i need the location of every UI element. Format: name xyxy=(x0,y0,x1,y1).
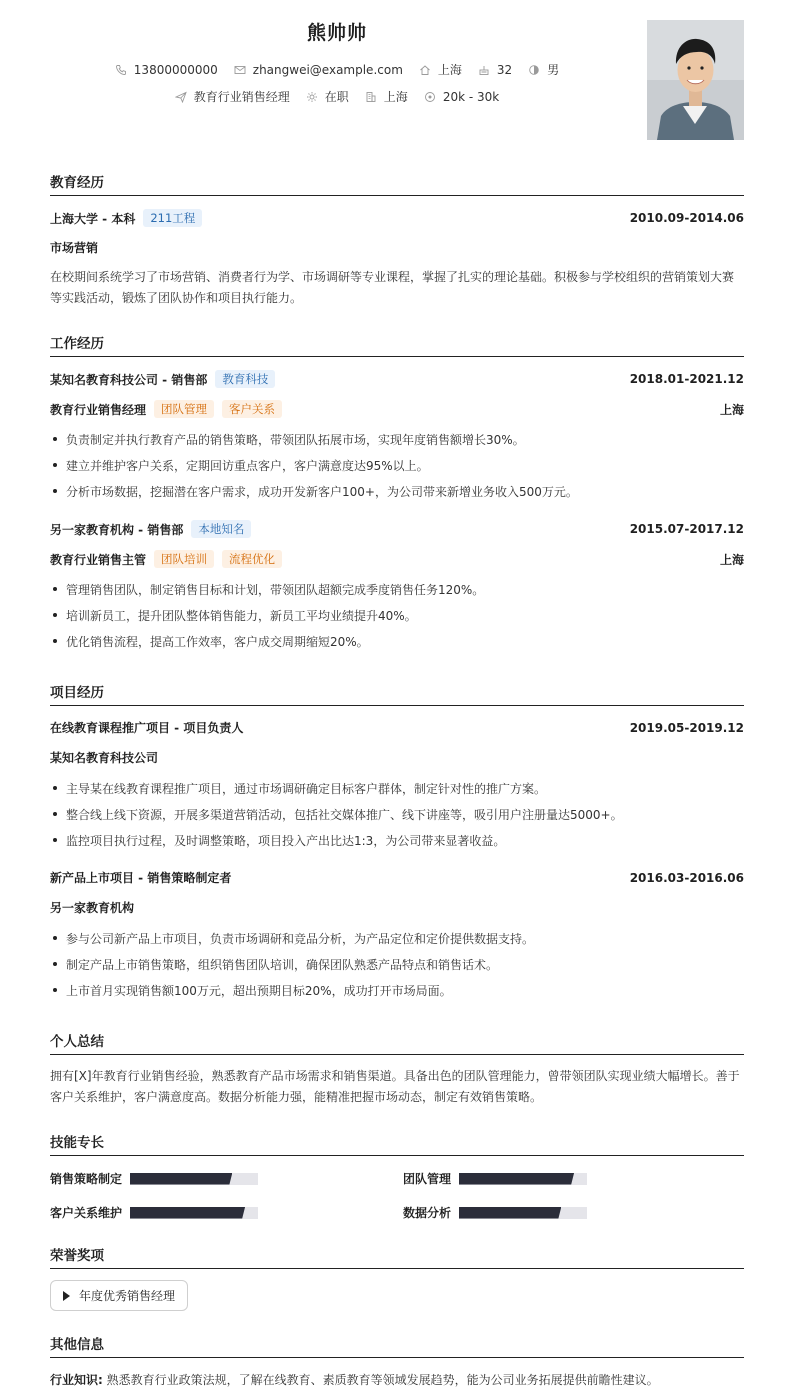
money-icon xyxy=(424,91,436,103)
gear-icon xyxy=(306,91,318,103)
job-period: 2015.07-2017.12 xyxy=(629,522,744,536)
job-role: 教育行业销售主管 xyxy=(50,552,147,567)
candidate-name: 熊帅帅 xyxy=(306,22,367,44)
list-item: 培训新员工，提升团队整体销售能力，新员工平均业绩提升40%。 xyxy=(50,607,744,624)
section-title-projects: 项目经历 xyxy=(50,681,744,706)
project-name: 在线教育课程推广项目 - 项目负责人 xyxy=(50,721,244,735)
skill-item xyxy=(403,1170,587,1187)
job-intent-row xyxy=(50,88,624,105)
cake-icon xyxy=(478,64,490,76)
send-icon xyxy=(175,91,187,103)
company-name: 另一家教育机构 - 销售部 xyxy=(50,522,184,537)
job-period: 2018.01-2021.12 xyxy=(629,372,744,386)
list-item: 上市首月实现销售额100万元，超出预期目标20%，成功打开市场局面。 xyxy=(50,982,744,999)
summary-text: 拥有[X]年教育行业销售经验，熟悉教育产品市场需求和销售渠道。具备出色的团队管理能力，曾带领团队实现业绩大幅增长。善于客户关系维护，客户满意度高。数据分析能力强，能精准把握市场动态，制定有效销售策略。 xyxy=(50,1069,740,1104)
project-org: 某知名教育科技公司 xyxy=(50,751,159,765)
job-location: 上海 xyxy=(719,402,744,417)
skill-name: 团队管理 xyxy=(403,1172,452,1186)
company-name: 某知名教育科技公司 - 销售部 xyxy=(50,372,208,387)
skill-bar-fill xyxy=(459,1207,561,1219)
school-name: 上海大学 - 本科 xyxy=(50,211,136,226)
status-info: 在职 xyxy=(306,88,349,105)
major: 市场营销 xyxy=(50,241,99,255)
job-company-row xyxy=(50,370,744,388)
skill-name: 数据分析 xyxy=(403,1206,452,1220)
list-item: 分析市场数据，挖掘潜在客户需求，成功开发新客户100+，为公司带来新增业务收入500万元。 xyxy=(50,483,744,500)
city-info: 上海 xyxy=(419,61,462,78)
job-role-row xyxy=(50,400,744,418)
project-row xyxy=(50,869,744,886)
job-company-row xyxy=(50,520,744,538)
other-text: 熟悉教育行业政策法规，了解在线教育、素质教育等领域发展趋势，能为公司业务拓展提供前瞻性建议。 xyxy=(106,1373,659,1387)
education-school-row xyxy=(50,209,744,227)
project-org: 另一家教育机构 xyxy=(50,901,135,915)
skill-name: 客户关系维护 xyxy=(50,1206,123,1220)
school-tag: 211工程 xyxy=(143,209,202,227)
award-toggle[interactable] xyxy=(50,1280,188,1311)
email-info: zhangwei@example.com xyxy=(234,63,403,77)
other-label: 行业知识: xyxy=(50,1373,103,1387)
project-org-row xyxy=(50,899,744,916)
section-title-skills: 技能专长 xyxy=(50,1131,744,1156)
project-name: 新产品上市项目 - 销售策略制定者 xyxy=(50,871,232,885)
skill-bar xyxy=(130,1207,258,1219)
company-tag: 教育科技 xyxy=(215,370,275,388)
list-item: 负责制定并执行教育产品的销售策略，带领团队拓展市场，实现年度销售额增长30%。 xyxy=(50,431,744,448)
project-org-row xyxy=(50,749,744,766)
list-item: 建立并维护客户关系，定期回访重点客户，客户满意度达95%以上。 xyxy=(50,457,744,474)
resume-page xyxy=(50,0,744,1399)
education-description: 在校期间系统学习了市场营销、消费者行为学、市场调研等专业课程，掌握了扎实的理论基础。积极参与学校组织的营销策划大赛等实践活动，锻炼了团队协作和项目执行能力。 xyxy=(50,270,735,305)
list-item: 管理销售团队，制定销售目标和计划，带领团队超额完成季度销售任务120%。 xyxy=(50,581,744,598)
skill-name: 销售策略制定 xyxy=(50,1172,123,1186)
education-period: 2010.09-2014.06 xyxy=(629,211,744,225)
phone-info: 13800000000 xyxy=(115,63,218,77)
age-info: 32 xyxy=(478,63,512,77)
section-title-awards: 荣誉奖项 xyxy=(50,1244,744,1269)
avatar xyxy=(647,20,744,140)
skill-item xyxy=(50,1204,258,1221)
list-item: 主导某在线教育课程推广项目，通过市场调研确定目标客户群体，制定针对性的推广方案。 xyxy=(50,780,744,797)
project-row xyxy=(50,719,744,736)
company-tag: 本地知名 xyxy=(191,520,251,538)
salary-info: 20k - 30k xyxy=(424,90,499,104)
list-item: 优化销售流程，提高工作效率，客户成交周期缩短20%。 xyxy=(50,633,744,650)
phone-icon xyxy=(115,64,127,76)
education-major-row xyxy=(50,239,744,256)
job-role-row xyxy=(50,550,744,568)
role-tag: 团队培训 xyxy=(154,550,214,568)
job-role: 教育行业销售经理 xyxy=(50,402,147,417)
project-period: 2016.03-2016.06 xyxy=(629,870,744,885)
award-label: 年度优秀销售经理 xyxy=(79,1289,176,1303)
skill-item xyxy=(50,1170,258,1187)
list-item: 监控项目执行过程，及时调整策略，项目投入产出比达1:3，为公司带来显著收益。 xyxy=(50,832,744,849)
section-title-summary: 个人总结 xyxy=(50,1030,744,1055)
home-icon xyxy=(419,64,431,76)
other-info xyxy=(50,1371,744,1388)
role-tag: 客户关系 xyxy=(222,400,282,418)
role-tag: 流程优化 xyxy=(222,550,282,568)
position-info: 教育行业销售经理 xyxy=(175,88,290,105)
skill-item xyxy=(403,1204,587,1221)
skill-bar-fill xyxy=(130,1207,245,1219)
section-title-education: 教育经历 xyxy=(50,171,744,196)
project-period: 2019.05-2019.12 xyxy=(629,720,744,735)
skill-bar xyxy=(459,1207,587,1219)
role-tag: 团队管理 xyxy=(154,400,214,418)
gender-icon xyxy=(528,64,540,76)
mail-icon xyxy=(234,64,246,76)
resume-header xyxy=(50,0,744,150)
skill-bar xyxy=(459,1173,587,1185)
list-item: 制定产品上市销售策略，组织销售团队培训，确保团队熟悉产品特点和销售话术。 xyxy=(50,956,744,973)
caret-right-icon xyxy=(63,1291,70,1301)
section-title-other: 其他信息 xyxy=(50,1333,744,1358)
list-item: 参与公司新产品上市项目，负责市场调研和竞品分析，为产品定位和定价提供数据支持。 xyxy=(50,930,744,947)
gender-info: 男 xyxy=(528,61,559,78)
section-title-work: 工作经历 xyxy=(50,332,744,357)
skill-bar xyxy=(130,1173,258,1185)
skill-bar-fill xyxy=(130,1173,232,1185)
skill-bar-fill xyxy=(459,1173,574,1185)
building-icon xyxy=(365,91,377,103)
contact-row xyxy=(50,61,624,78)
list-item: 整合线上线下资源，开展多渠道营销活动，包括社交媒体推广、线下讲座等，吸引用户注册量达5000+。 xyxy=(50,806,744,823)
work-city-info: 上海 xyxy=(365,88,408,105)
job-location: 上海 xyxy=(719,552,744,567)
